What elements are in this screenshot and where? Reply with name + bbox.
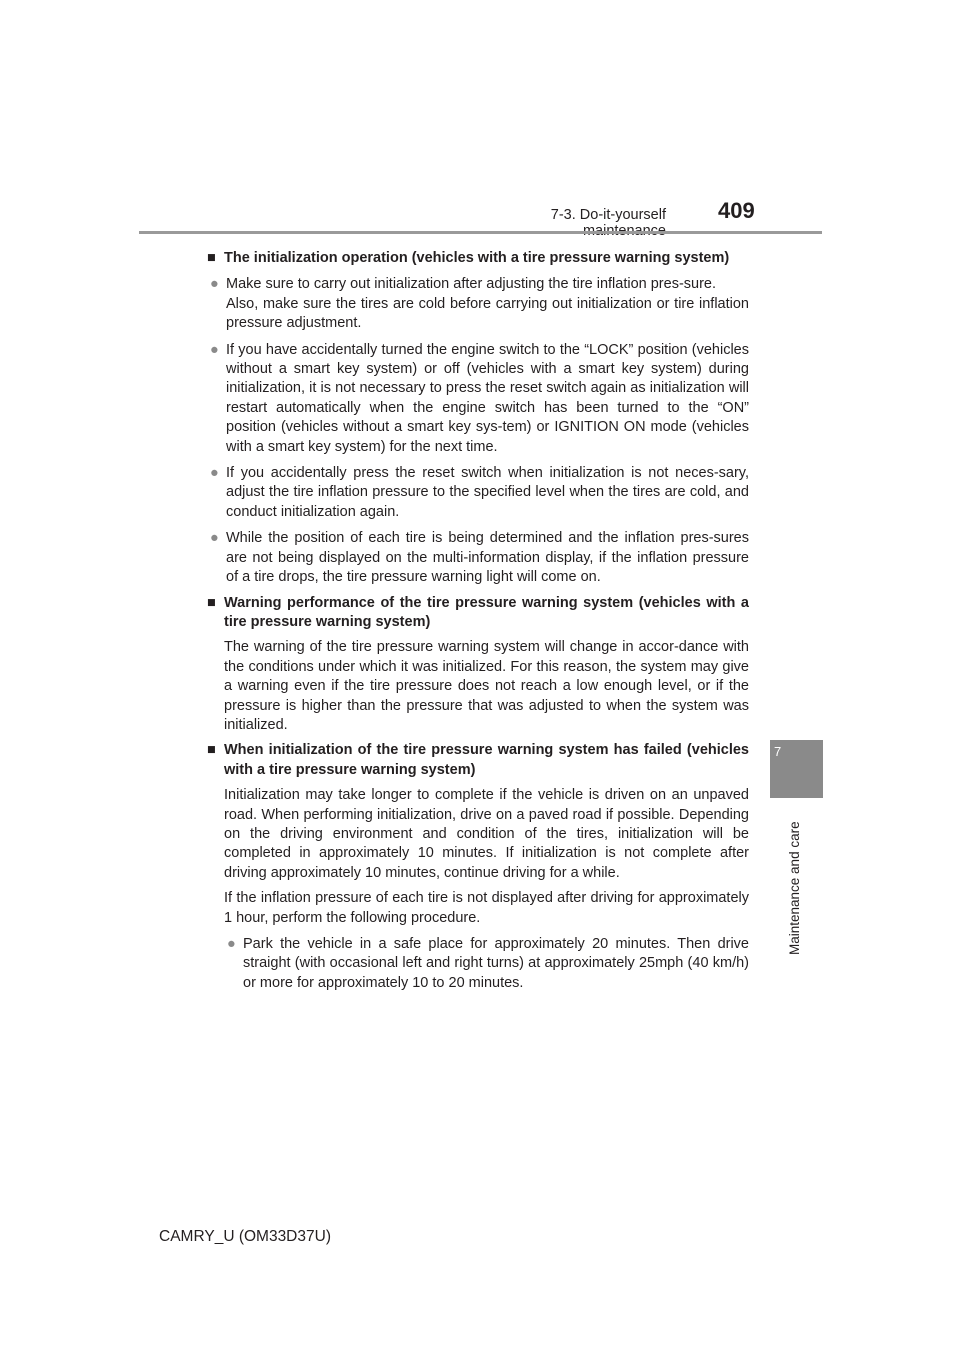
list-item — [226, 935, 749, 993]
list-item — [209, 341, 749, 457]
round-bullet-icon: ● — [210, 530, 219, 547]
chapter-tab-number: 7 — [774, 744, 782, 759]
round-bullet-icon: ● — [210, 276, 219, 293]
paragraph-text: If the inflation pressure of each tire is not displayed after driving for approximately 1 hour, perform the following procedure. — [224, 890, 749, 926]
list-item — [209, 529, 749, 587]
section-heading-text: The initialization operation (vehicles with a tire pressure warning system) — [224, 250, 730, 266]
paragraph — [207, 786, 749, 883]
paragraph — [207, 638, 749, 735]
list-item-text: If you accidentally press the reset switch when initialization is not neces-sary, adjust the tire inflation pressure to the specified level when the tires are cold, and conduct initialization again. — [226, 465, 749, 520]
paragraph-text: The warning of the tire pressure warning system will change in accor-dance with the conditions under which it was initialized. For this reason, the system may give a warning even if the tire pressure does not reach a low enough level, or if the pressure is higher than the pressure that was adjusted to when the system was initialized. — [224, 639, 749, 733]
paragraph-text: Initialization may take longer to complete if the vehicle is driven on an unpaved road. When performing initialization, drive on a paved road if possible. Depending on the driving environment and condition of the tires, initialization will be completed in approximately 10 minutes. If initialization is not complete after driving approximately 10 minutes, continue driving for a while. — [224, 787, 749, 881]
round-bullet-icon: ● — [210, 465, 219, 482]
chapter-tab-label: Maintenance and care — [787, 821, 802, 955]
square-bullet-icon: ■ — [207, 742, 216, 759]
section-title: 7-3. Do-it-yourself — [550, 207, 666, 223]
list-item-text: Also, make sure the tires are cold before carrying out initialization or tire inflation pressure adjustment. — [226, 295, 749, 332]
list-item — [209, 275, 749, 333]
page-number: 409 — [718, 198, 755, 223]
section-heading-text: Warning performance of the tire pressure warning system (vehicles with a tire pressure warning system) — [224, 594, 749, 630]
paragraph — [207, 889, 749, 928]
round-bullet-icon: ● — [227, 936, 236, 952]
list-item-text: Park the vehicle in a safe place for approximately 20 minutes. Then drive straight (with occasional left and right turns) at approximately 25mph (40 km/h) or more for approximately 10 to 20 minutes. — [243, 936, 749, 991]
square-bullet-icon: ■ — [207, 250, 216, 266]
footer-model-code: CAMRY_U (OM33D37U) — [159, 1228, 331, 1245]
page-content — [207, 243, 749, 993]
section-heading — [207, 741, 749, 780]
round-bullet-icon: ● — [210, 341, 219, 358]
list-item-text: Make sure to carry out initialization after adjusting the tire inflation pres-sure. — [226, 276, 717, 293]
list-item-text: If you have accidentally turned the engine switch to the “LOCK” position (vehicles without a smart key system) or off (vehicles with a smart key system) during initialization, it is not necessary to press the reset switch again as initialization will restart automatically when the engine switch has been turned to the “ON” position (vehicles without a smart key sys-tem) or IGNITION ON mode (vehicles with a smart key system) for the next time. — [226, 341, 749, 455]
list-item-text: While the position of each tire is being determined and the inflation pres-sures are not being displayed on the multi-information display, if the inflation pressure of a tire drops, the tire pressure warning light will come on. — [226, 530, 749, 586]
section-heading — [207, 249, 749, 268]
square-bullet-icon: ■ — [207, 594, 216, 611]
section-heading — [207, 594, 749, 633]
header-divider — [139, 231, 822, 234]
section-heading-text: When initialization of the tire pressure warning system has failed (vehicles with a tire pressure warning system) — [224, 742, 749, 778]
list-item — [209, 464, 749, 522]
